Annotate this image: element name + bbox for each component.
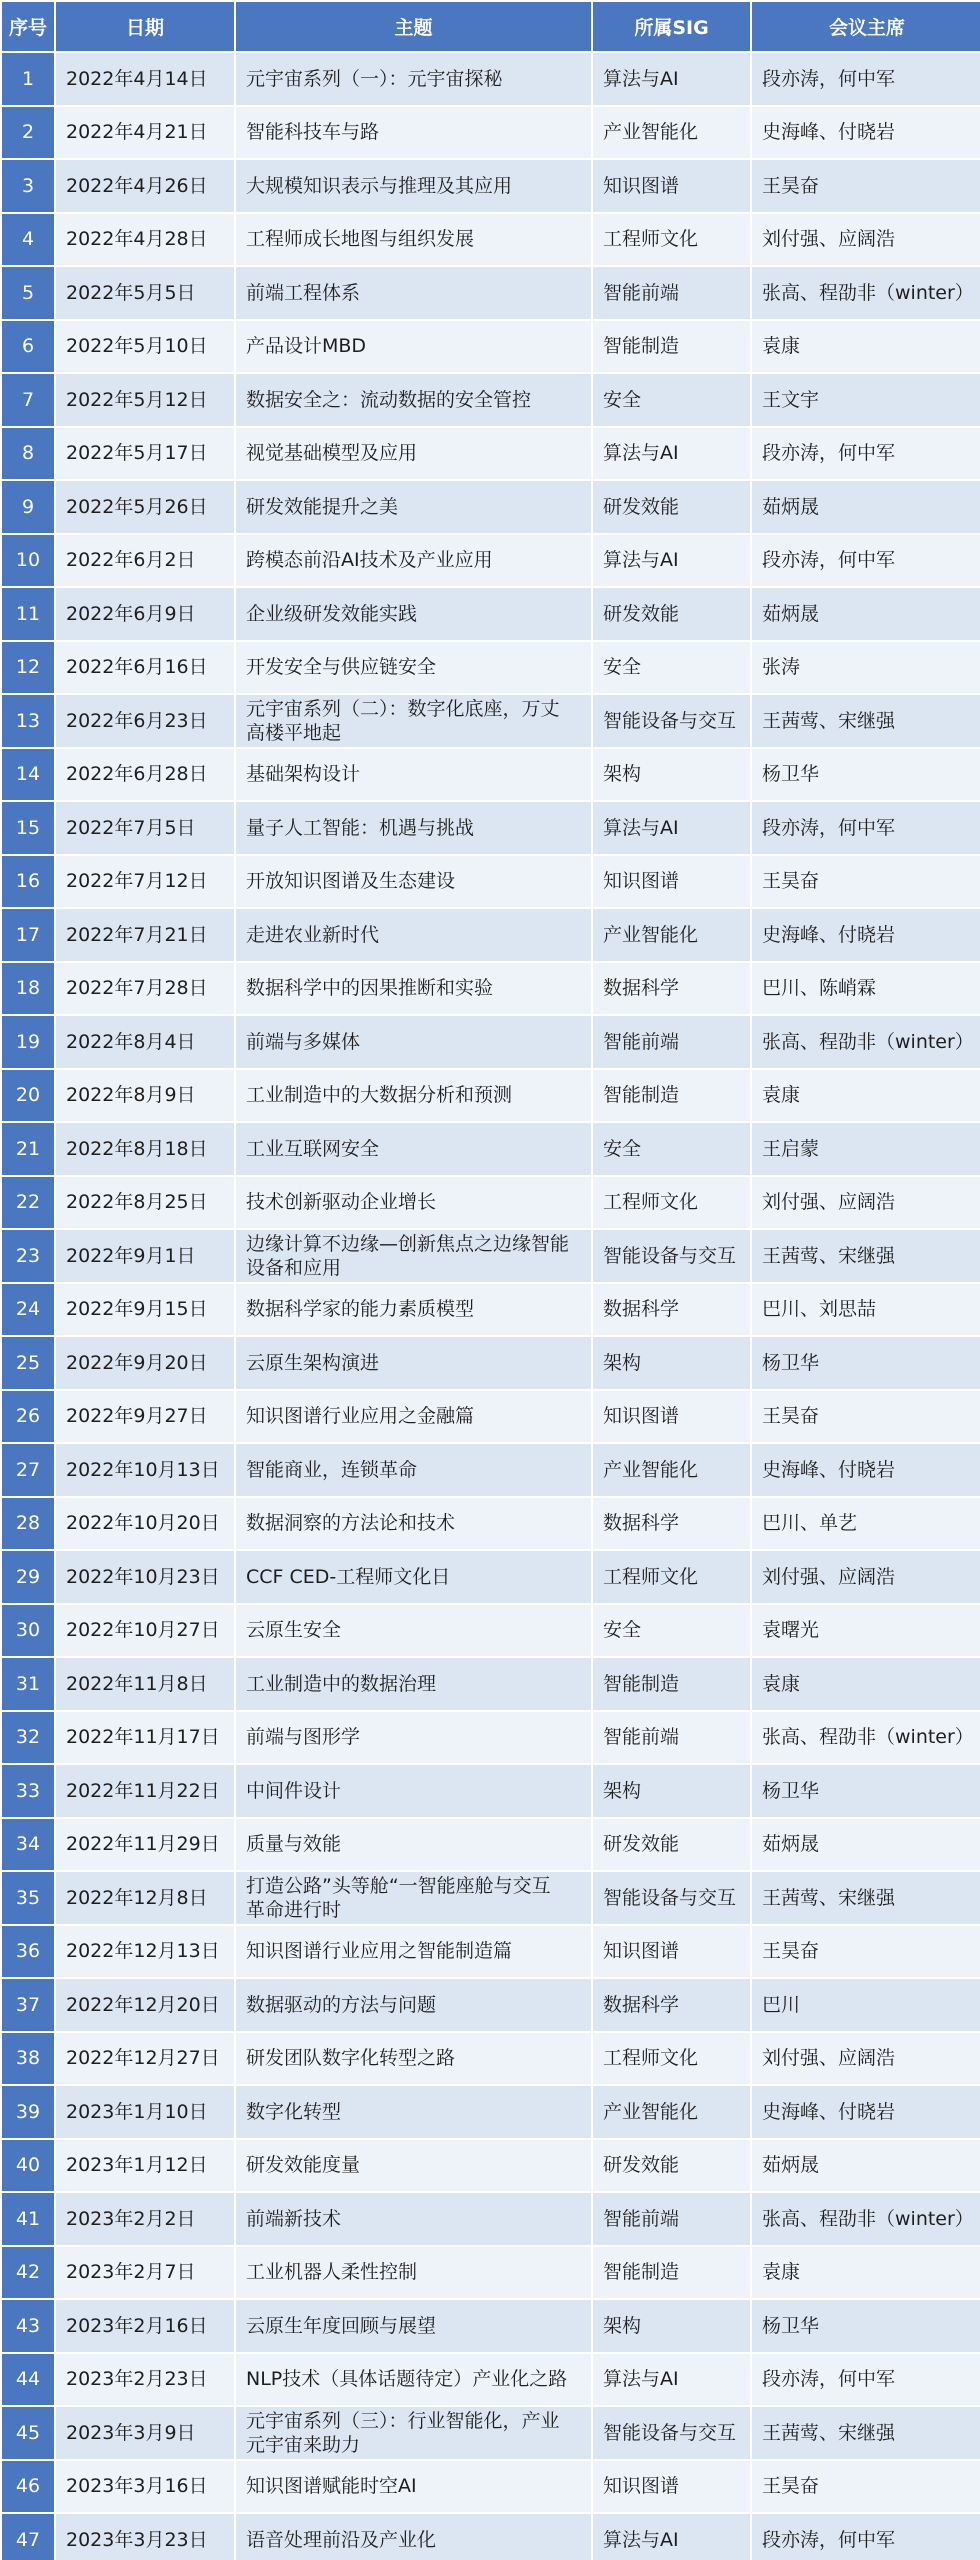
row-topic <box>236 1230 591 1282</box>
table-row <box>2 160 980 212</box>
table-row <box>2 53 980 105</box>
row-topic: 工业制造中的大数据分析和预测 <box>236 1070 591 1122</box>
table-row <box>2 374 980 426</box>
row-date: 2023年3月16日 <box>56 2461 234 2513</box>
row-host: 王启蒙 <box>752 1123 980 1175</box>
table-row <box>2 2140 980 2192</box>
row-host: 刘付强、应阔浩 <box>752 1177 980 1229</box>
row-host: 张涛 <box>752 642 980 694</box>
row-number: 14 <box>2 749 54 801</box>
row-host: 袁康 <box>752 321 980 373</box>
row-host: 段亦涛，何中军 <box>752 2514 980 2560</box>
row-host: 刘付强、应阔浩 <box>752 214 980 266</box>
row-sig: 研发效能 <box>593 2140 750 2192</box>
row-host: 杨卫华 <box>752 1337 980 1389</box>
row-host: 巴川 <box>752 1979 980 2031</box>
table-row <box>2 1712 980 1764</box>
table-row <box>2 1498 980 1550</box>
row-date: 2022年11月17日 <box>56 1712 234 1764</box>
row-host: 袁康 <box>752 1658 980 1710</box>
row-number: 25 <box>2 1337 54 1389</box>
row-host: 王茜莺、宋继强 <box>752 2407 980 2459</box>
row-date: 2022年7月28日 <box>56 963 234 1015</box>
row-host: 茹炳晟 <box>752 588 980 640</box>
table-row <box>2 107 980 159</box>
row-number: 33 <box>2 1765 54 1817</box>
row-host: 袁康 <box>752 2247 980 2299</box>
row-number: 44 <box>2 2354 54 2406</box>
row-number: 24 <box>2 1284 54 1336</box>
row-sig: 智能前端 <box>593 1712 750 1764</box>
row-topic: 知识图谱赋能时空AI <box>236 2461 591 2513</box>
row-topic-line: 元宇宙来助力 <box>246 2433 361 2456</box>
row-sig: 产业智能化 <box>593 909 750 961</box>
header-no: 序号 <box>2 2 54 51</box>
row-topic: 工业机器人柔性控制 <box>236 2247 591 2299</box>
row-number: 41 <box>2 2193 54 2245</box>
row-host: 张高、程劭非（winter） <box>752 267 980 319</box>
table-row <box>2 909 980 961</box>
table-row <box>2 1765 980 1817</box>
row-number: 15 <box>2 802 54 854</box>
row-date: 2022年9月20日 <box>56 1337 234 1389</box>
row-number: 37 <box>2 1979 54 2031</box>
table-row <box>2 749 980 801</box>
row-sig: 智能制造 <box>593 321 750 373</box>
row-date: 2022年5月5日 <box>56 267 234 319</box>
row-topic: 前端与多媒体 <box>236 1016 591 1068</box>
row-host: 王昊奋 <box>752 1926 980 1978</box>
row-topic: 数据洞察的方法论和技术 <box>236 1498 591 1550</box>
row-sig: 智能制造 <box>593 1070 750 1122</box>
row-date: 2022年9月27日 <box>56 1391 234 1443</box>
row-topic: 大规模知识表示与推理及其应用 <box>236 160 591 212</box>
table-row <box>2 2461 980 2513</box>
row-topic: 智能商业，连锁革命 <box>236 1444 591 1496</box>
row-number: 13 <box>2 695 54 747</box>
row-sig: 算法与AI <box>593 2514 750 2560</box>
row-number: 2 <box>2 107 54 159</box>
row-topic: 研发效能提升之美 <box>236 481 591 533</box>
row-date: 2022年10月23日 <box>56 1551 234 1603</box>
row-number: 11 <box>2 588 54 640</box>
row-sig: 算法与AI <box>593 802 750 854</box>
row-sig: 工程师文化 <box>593 1551 750 1603</box>
row-date: 2023年2月7日 <box>56 2247 234 2299</box>
table-row <box>2 321 980 373</box>
row-date: 2022年12月27日 <box>56 2033 234 2085</box>
row-number: 45 <box>2 2407 54 2459</box>
row-host: 张高、程劭非（winter） <box>752 2193 980 2245</box>
row-topic: 工业互联网安全 <box>236 1123 591 1175</box>
row-number: 17 <box>2 909 54 961</box>
row-topic: 视觉基础模型及应用 <box>236 428 591 480</box>
row-topic: 研发团队数字化转型之路 <box>236 2033 591 2085</box>
row-topic: 量子人工智能：机遇与挑战 <box>236 802 591 854</box>
row-sig: 研发效能 <box>593 1819 750 1871</box>
row-host: 张高、程劭非（winter） <box>752 1016 980 1068</box>
table-row <box>2 695 980 747</box>
row-host: 段亦涛，何中军 <box>752 53 980 105</box>
table-row <box>2 802 980 854</box>
row-host: 段亦涛，何中军 <box>752 535 980 587</box>
row-host: 王茜莺、宋继强 <box>752 1872 980 1924</box>
row-host: 段亦涛，何中军 <box>752 428 980 480</box>
row-topic: 中间件设计 <box>236 1765 591 1817</box>
row-number: 9 <box>2 481 54 533</box>
table-row <box>2 2033 980 2085</box>
row-date: 2022年5月10日 <box>56 321 234 373</box>
row-topic: 知识图谱行业应用之智能制造篇 <box>236 1926 591 1978</box>
row-host: 茹炳晟 <box>752 1819 980 1871</box>
row-sig: 智能前端 <box>593 267 750 319</box>
row-number: 19 <box>2 1016 54 1068</box>
table-row <box>2 1123 980 1175</box>
table-row <box>2 1230 980 1282</box>
table-row <box>2 1444 980 1496</box>
table-row <box>2 2514 980 2560</box>
row-date: 2022年8月25日 <box>56 1177 234 1229</box>
table-row <box>2 1605 980 1657</box>
row-sig: 智能制造 <box>593 1658 750 1710</box>
row-number: 43 <box>2 2300 54 2352</box>
row-topic-line: 打造公路”头等舱“一智能座舱与交互 <box>246 1874 551 1897</box>
row-topic: NLP技术（具体话题待定）产业化之路 <box>236 2354 591 2406</box>
row-host: 段亦涛，何中军 <box>752 2354 980 2406</box>
row-host: 王昊奋 <box>752 856 980 908</box>
header-row <box>2 2 980 51</box>
row-sig: 研发效能 <box>593 481 750 533</box>
row-sig: 安全 <box>593 642 750 694</box>
row-number: 28 <box>2 1498 54 1550</box>
row-sig: 智能设备与交互 <box>593 1872 750 1924</box>
row-host: 张高、程劭非（winter） <box>752 1712 980 1764</box>
row-number: 22 <box>2 1177 54 1229</box>
row-date: 2023年3月9日 <box>56 2407 234 2459</box>
row-host: 巴川、刘思喆 <box>752 1284 980 1336</box>
row-number: 27 <box>2 1444 54 1496</box>
row-date: 2022年6月16日 <box>56 642 234 694</box>
table-row <box>2 2354 980 2406</box>
row-host: 刘付强、应阔浩 <box>752 2033 980 2085</box>
row-topic: 数字化转型 <box>236 2086 591 2138</box>
row-sig: 智能前端 <box>593 1016 750 1068</box>
row-topic: 前端与图形学 <box>236 1712 591 1764</box>
row-date: 2022年4月28日 <box>56 214 234 266</box>
row-number: 34 <box>2 1819 54 1871</box>
row-date: 2022年10月27日 <box>56 1605 234 1657</box>
table-row <box>2 1551 980 1603</box>
row-topic: 工业制造中的数据治理 <box>236 1658 591 1710</box>
table-row <box>2 1872 980 1924</box>
row-date: 2022年8月9日 <box>56 1070 234 1122</box>
row-date: 2022年11月8日 <box>56 1658 234 1710</box>
row-sig: 数据科学 <box>593 1979 750 2031</box>
row-sig: 产业智能化 <box>593 2086 750 2138</box>
row-topic: 云原生架构演进 <box>236 1337 591 1389</box>
row-sig: 数据科学 <box>593 1284 750 1336</box>
row-topic: 技术创新驱动企业增长 <box>236 1177 591 1229</box>
row-topic-line: 设备和应用 <box>246 1256 342 1279</box>
row-sig: 知识图谱 <box>593 2461 750 2513</box>
row-sig: 算法与AI <box>593 2354 750 2406</box>
row-host: 史海峰、付晓岩 <box>752 107 980 159</box>
row-topic-line: 革命进行时 <box>246 1898 342 1921</box>
row-topic-line: 元宇宙系列（二）：数字化底座，万丈 <box>246 697 560 720</box>
row-sig: 安全 <box>593 374 750 426</box>
table-row <box>2 1070 980 1122</box>
row-host: 史海峰、付晓岩 <box>752 2086 980 2138</box>
row-host: 刘付强、应阔浩 <box>752 1551 980 1603</box>
row-number: 39 <box>2 2086 54 2138</box>
table-row <box>2 1658 980 1710</box>
row-topic: 前端新技术 <box>236 2193 591 2245</box>
row-date: 2022年7月12日 <box>56 856 234 908</box>
row-sig: 架构 <box>593 2300 750 2352</box>
row-date: 2022年6月2日 <box>56 535 234 587</box>
row-topic: 元宇宙系列（一）：元宇宙探秘 <box>236 53 591 105</box>
row-date: 2022年10月20日 <box>56 1498 234 1550</box>
row-date: 2022年5月17日 <box>56 428 234 480</box>
row-number: 8 <box>2 428 54 480</box>
row-sig: 架构 <box>593 1765 750 1817</box>
row-number: 26 <box>2 1391 54 1443</box>
row-topic: 数据科学家的能力素质模型 <box>236 1284 591 1336</box>
table-row <box>2 2300 980 2352</box>
table-row <box>2 963 980 1015</box>
row-number: 10 <box>2 535 54 587</box>
row-sig: 安全 <box>593 1123 750 1175</box>
table-row <box>2 1979 980 2031</box>
row-host: 袁曙光 <box>752 1605 980 1657</box>
row-sig: 算法与AI <box>593 53 750 105</box>
row-host: 杨卫华 <box>752 749 980 801</box>
row-topic: 数据驱动的方法与问题 <box>236 1979 591 2031</box>
row-number: 42 <box>2 2247 54 2299</box>
row-sig: 知识图谱 <box>593 1926 750 1978</box>
row-sig: 工程师文化 <box>593 214 750 266</box>
table-row <box>2 428 980 480</box>
row-host: 巴川、陈峭霖 <box>752 963 980 1015</box>
row-number: 30 <box>2 1605 54 1657</box>
row-topic: 开放知识图谱及生态建设 <box>236 856 591 908</box>
row-date: 2023年3月23日 <box>56 2514 234 2560</box>
row-date: 2023年1月10日 <box>56 2086 234 2138</box>
row-sig: 工程师文化 <box>593 1177 750 1229</box>
row-sig: 产业智能化 <box>593 1444 750 1496</box>
table-row <box>2 2193 980 2245</box>
row-sig: 产业智能化 <box>593 107 750 159</box>
row-sig: 算法与AI <box>593 535 750 587</box>
row-sig: 架构 <box>593 749 750 801</box>
row-date: 2022年5月12日 <box>56 374 234 426</box>
row-date: 2022年6月23日 <box>56 695 234 747</box>
table-row <box>2 267 980 319</box>
table-row <box>2 1016 980 1068</box>
row-topic: 语音处理前沿及产业化 <box>236 2514 591 2560</box>
table-row <box>2 2407 980 2459</box>
row-number: 18 <box>2 963 54 1015</box>
row-sig: 算法与AI <box>593 428 750 480</box>
row-number: 3 <box>2 160 54 212</box>
row-topic: 数据安全之：流动数据的安全管控 <box>236 374 591 426</box>
row-host: 王文宇 <box>752 374 980 426</box>
row-date: 2022年9月15日 <box>56 1284 234 1336</box>
row-sig: 智能设备与交互 <box>593 2407 750 2459</box>
table-row <box>2 856 980 908</box>
table-row <box>2 588 980 640</box>
row-sig: 数据科学 <box>593 963 750 1015</box>
row-date: 2022年7月5日 <box>56 802 234 854</box>
table-row <box>2 1926 980 1978</box>
row-topic: 云原生安全 <box>236 1605 591 1657</box>
row-number: 7 <box>2 374 54 426</box>
row-host: 茹炳晟 <box>752 481 980 533</box>
table-row <box>2 642 980 694</box>
row-number: 38 <box>2 2033 54 2085</box>
row-number: 32 <box>2 1712 54 1764</box>
row-date: 2022年10月13日 <box>56 1444 234 1496</box>
row-topic-line: 元宇宙系列（三）：行业智能化，产业 <box>246 2409 560 2432</box>
row-date: 2023年2月2日 <box>56 2193 234 2245</box>
row-number: 20 <box>2 1070 54 1122</box>
row-topic: 质量与效能 <box>236 1819 591 1871</box>
row-host: 王昊奋 <box>752 160 980 212</box>
row-topic <box>236 2407 591 2459</box>
row-topic-line: 高楼平地起 <box>246 721 342 744</box>
row-host: 王茜莺、宋继强 <box>752 695 980 747</box>
table-row <box>2 481 980 533</box>
row-sig: 研发效能 <box>593 588 750 640</box>
row-host: 袁康 <box>752 1070 980 1122</box>
row-date: 2022年8月18日 <box>56 1123 234 1175</box>
header-topic: 主题 <box>236 2 591 51</box>
header-date: 日期 <box>56 2 234 51</box>
row-sig: 安全 <box>593 1605 750 1657</box>
row-number: 46 <box>2 2461 54 2513</box>
row-sig: 智能设备与交互 <box>593 1230 750 1282</box>
table-row <box>2 1819 980 1871</box>
row-date: 2022年11月22日 <box>56 1765 234 1817</box>
row-sig: 知识图谱 <box>593 856 750 908</box>
row-sig: 工程师文化 <box>593 2033 750 2085</box>
row-host: 段亦涛，何中军 <box>752 802 980 854</box>
row-number: 35 <box>2 1872 54 1924</box>
row-topic <box>236 1872 591 1924</box>
row-host: 杨卫华 <box>752 1765 980 1817</box>
row-topic: 开发安全与供应链安全 <box>236 642 591 694</box>
row-number: 31 <box>2 1658 54 1710</box>
row-topic: 走进农业新时代 <box>236 909 591 961</box>
row-topic: 基础架构设计 <box>236 749 591 801</box>
table-row <box>2 1177 980 1229</box>
row-date: 2022年8月4日 <box>56 1016 234 1068</box>
row-topic-line: 边缘计算不边缘—创新焦点之边缘智能 <box>246 1232 570 1255</box>
row-number: 1 <box>2 53 54 105</box>
row-topic: 智能科技车与路 <box>236 107 591 159</box>
table-row <box>2 2247 980 2299</box>
row-date: 2022年6月28日 <box>56 749 234 801</box>
row-host: 史海峰、付晓岩 <box>752 1444 980 1496</box>
row-date: 2022年4月14日 <box>56 53 234 105</box>
row-topic <box>236 695 591 747</box>
row-topic: CCF CED-工程师文化日 <box>236 1551 591 1603</box>
row-host: 茹炳晟 <box>752 2140 980 2192</box>
row-number: 5 <box>2 267 54 319</box>
row-topic: 产品设计MBD <box>236 321 591 373</box>
row-date: 2022年4月21日 <box>56 107 234 159</box>
row-number: 4 <box>2 214 54 266</box>
row-topic: 知识图谱行业应用之金融篇 <box>236 1391 591 1443</box>
row-sig: 智能设备与交互 <box>593 695 750 747</box>
row-host: 杨卫华 <box>752 2300 980 2352</box>
row-topic: 前端工程体系 <box>236 267 591 319</box>
row-date: 2022年12月8日 <box>56 1872 234 1924</box>
table-row <box>2 1391 980 1443</box>
row-date: 2023年2月23日 <box>56 2354 234 2406</box>
row-date: 2022年9月1日 <box>56 1230 234 1282</box>
row-number: 12 <box>2 642 54 694</box>
row-host: 王昊奋 <box>752 1391 980 1443</box>
table-row <box>2 1284 980 1336</box>
table-row <box>2 214 980 266</box>
row-topic: 研发效能度量 <box>236 2140 591 2192</box>
row-number: 29 <box>2 1551 54 1603</box>
table-row <box>2 1337 980 1389</box>
row-sig: 架构 <box>593 1337 750 1389</box>
row-host: 王茜莺、宋继强 <box>752 1230 980 1282</box>
row-topic: 数据科学中的因果推断和实验 <box>236 963 591 1015</box>
row-number: 36 <box>2 1926 54 1978</box>
row-sig: 智能前端 <box>593 2193 750 2245</box>
row-date: 2022年7月21日 <box>56 909 234 961</box>
table-row <box>2 535 980 587</box>
row-sig: 数据科学 <box>593 1498 750 1550</box>
table-row <box>2 2086 980 2138</box>
row-topic: 云原生年度回顾与展望 <box>236 2300 591 2352</box>
row-date: 2023年1月12日 <box>56 2140 234 2192</box>
row-date: 2022年12月13日 <box>56 1926 234 1978</box>
row-date: 2023年2月16日 <box>56 2300 234 2352</box>
row-date: 2022年4月26日 <box>56 160 234 212</box>
row-number: 6 <box>2 321 54 373</box>
row-host: 史海峰、付晓岩 <box>752 909 980 961</box>
row-sig: 知识图谱 <box>593 160 750 212</box>
row-number: 21 <box>2 1123 54 1175</box>
header-sig: 所属SIG <box>593 2 750 51</box>
row-date: 2022年5月26日 <box>56 481 234 533</box>
row-host: 巴川、单艺 <box>752 1498 980 1550</box>
header-host: 会议主席 <box>752 2 980 51</box>
row-sig: 知识图谱 <box>593 1391 750 1443</box>
row-date: 2022年6月9日 <box>56 588 234 640</box>
row-number: 23 <box>2 1230 54 1282</box>
row-topic: 企业级研发效能实践 <box>236 588 591 640</box>
row-number: 40 <box>2 2140 54 2192</box>
row-date: 2022年12月20日 <box>56 1979 234 2031</box>
row-host: 王昊奋 <box>752 2461 980 2513</box>
row-number: 16 <box>2 856 54 908</box>
table-body <box>2 53 980 2560</box>
row-topic: 工程师成长地图与组织发展 <box>236 214 591 266</box>
row-sig: 智能制造 <box>593 2247 750 2299</box>
row-date: 2022年11月29日 <box>56 1819 234 1871</box>
row-topic: 跨模态前沿AI技术及产业应用 <box>236 535 591 587</box>
row-number: 47 <box>2 2514 54 2560</box>
